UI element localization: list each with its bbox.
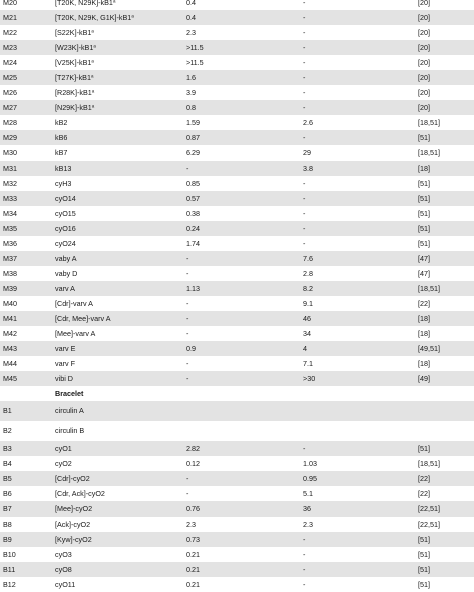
reference: [51]	[418, 238, 430, 248]
compound-id: M38	[3, 268, 17, 278]
compound-name-cell	[55, 562, 72, 577]
compound-id: M43	[3, 344, 17, 354]
value-column-1: -	[186, 489, 189, 499]
value-column-2: 8.2	[303, 283, 313, 293]
value-column-2: 2.6	[303, 118, 313, 128]
value-column-1: -	[186, 298, 189, 308]
compound-id: M32	[3, 178, 17, 188]
reference: [18,51]	[418, 283, 440, 293]
compound-id: B5	[3, 474, 12, 484]
value-column-2: -	[303, 133, 306, 143]
compound-name-cell	[55, 326, 95, 341]
table-row	[0, 55, 474, 70]
compound-name-cell	[55, 577, 75, 592]
value-column-2: 2.3	[303, 519, 313, 529]
value-column-2: 36	[303, 504, 311, 514]
compound-name: [T27K]-kB1	[55, 73, 91, 83]
compound-name-cell	[55, 115, 67, 130]
value-column-1: 0.76	[186, 504, 200, 514]
compound-name: [Cdr, Ack]-cyO2	[55, 489, 105, 499]
compound-name-cell	[55, 176, 71, 191]
compound-id: M29	[3, 133, 17, 143]
table-row	[0, 441, 474, 456]
compound-name-cell	[55, 221, 76, 236]
footnote-marker: a	[91, 103, 95, 109]
compound-name: [Mee]-varv A	[55, 329, 96, 339]
compound-name: vibi D	[55, 374, 73, 384]
table-row	[0, 401, 474, 421]
compound-name: [T20K, N29K, G1K]-kB1	[55, 13, 132, 23]
compound-id: M36	[3, 238, 17, 248]
reference: [51]	[418, 444, 430, 454]
compound-name-cell	[55, 356, 75, 371]
table-row	[0, 100, 474, 115]
reference: [20]	[418, 0, 430, 7]
table-row	[0, 70, 474, 85]
compound-id: B3	[3, 444, 12, 454]
value-column-1: 0.21	[186, 564, 200, 574]
compound-name-cell	[55, 25, 94, 40]
table-row	[0, 532, 474, 547]
value-column-2: >30	[303, 374, 316, 384]
compound-id: M21	[3, 13, 17, 23]
reference: [22]	[418, 474, 430, 484]
table-row	[0, 206, 474, 221]
table-row	[0, 0, 474, 10]
compound-id: M23	[3, 43, 17, 53]
table-row	[0, 577, 474, 592]
table-row	[0, 10, 474, 25]
compound-name: cyO3	[55, 549, 72, 559]
compound-id: M28	[3, 118, 17, 128]
value-column-1: 3.9	[186, 88, 196, 98]
compound-name: [Cdr]-varv A	[55, 298, 93, 308]
value-column-2: 7.1	[303, 359, 313, 369]
reference: [22,51]	[418, 519, 440, 529]
value-column-1: -	[186, 359, 189, 369]
compound-id: B1	[3, 406, 12, 416]
compound-name: kB13	[55, 163, 72, 173]
value-column-1: -	[186, 268, 189, 278]
compound-name: kB2	[55, 118, 68, 128]
compound-name-cell	[55, 421, 84, 441]
value-column-2: -	[303, 13, 306, 23]
value-column-1: 0.24	[186, 223, 200, 233]
value-column-2: 2.8	[303, 268, 313, 278]
compound-name-cell	[55, 486, 105, 501]
compound-name-cell	[55, 206, 76, 221]
table-row	[0, 486, 474, 501]
compound-name: [N29K]-kB1	[55, 103, 92, 113]
compound-name: [R28K]-kB1	[55, 88, 92, 98]
compound-name-cell	[55, 532, 92, 547]
footnote-marker: a	[131, 13, 134, 19]
compound-id: M30	[3, 148, 17, 158]
compound-name-cell	[55, 517, 90, 532]
value-column-1: -	[186, 253, 189, 263]
value-column-2: -	[303, 28, 306, 38]
compound-name: [V25K]-kB1	[55, 58, 92, 68]
value-column-2: -	[303, 549, 306, 559]
value-column-2: -	[303, 564, 306, 574]
compound-name: [Ack]-cyO2	[55, 519, 91, 529]
compound-name-cell	[55, 0, 115, 10]
value-column-1: 0.73	[186, 534, 200, 544]
table-row	[0, 115, 474, 130]
compound-id: M42	[3, 329, 17, 339]
compound-name: cyO15	[55, 208, 76, 218]
table-row	[0, 145, 474, 160]
compound-name-cell	[55, 161, 71, 176]
compound-name: kB6	[55, 133, 68, 143]
reference: [51]	[418, 534, 430, 544]
reference: [47]	[418, 253, 430, 263]
reference: [51]	[418, 564, 430, 574]
compound-name: [Cdr, Mee]-varv A	[55, 313, 111, 323]
reference: [51]	[418, 133, 430, 143]
compound-id: M22	[3, 28, 17, 38]
table-row	[0, 25, 474, 40]
table-row	[0, 236, 474, 251]
compound-name-cell	[55, 145, 67, 160]
compound-id: M31	[3, 163, 17, 173]
compound-name-cell	[55, 456, 72, 471]
table-row	[0, 517, 474, 532]
table-row	[0, 371, 474, 386]
reference: [22]	[418, 489, 430, 499]
compound-name-cell	[55, 251, 77, 266]
compound-name-cell	[55, 296, 93, 311]
compound-name-cell	[55, 266, 77, 281]
value-column-2: -	[303, 238, 306, 248]
value-column-1: -	[186, 474, 189, 484]
section-header-row	[0, 386, 474, 401]
value-column-2: 3.8	[303, 163, 313, 173]
reference: [18,51]	[418, 459, 440, 469]
compound-name-cell	[55, 401, 84, 421]
compound-name-cell	[55, 130, 67, 145]
value-column-2: -	[303, 444, 306, 454]
compound-id: B8	[3, 519, 12, 529]
compound-name: cyO24	[55, 238, 76, 248]
value-column-1: 0.38	[186, 208, 200, 218]
compound-name-cell	[55, 70, 93, 85]
compound-name-cell	[55, 441, 72, 456]
reference: [18]	[418, 163, 430, 173]
reference: [22,51]	[418, 504, 440, 514]
reference: [22]	[418, 298, 430, 308]
reference: [20]	[418, 58, 430, 68]
value-column-1: 0.9	[186, 344, 196, 354]
compound-name: vaby A	[55, 253, 77, 263]
compound-name: varv F	[55, 359, 75, 369]
value-column-2: 7.6	[303, 253, 313, 263]
compound-name: cyO14	[55, 193, 76, 203]
value-column-1: 0.85	[186, 178, 200, 188]
footnote-marker: a	[91, 58, 94, 64]
table-row	[0, 176, 474, 191]
table-row	[0, 266, 474, 281]
table-row	[0, 130, 474, 145]
value-column-2: -	[303, 73, 306, 83]
compound-name: varv A	[55, 283, 75, 293]
compound-id: B2	[3, 426, 12, 436]
value-column-1: 2.3	[186, 28, 196, 38]
reference: [47]	[418, 268, 430, 278]
reference: [20]	[418, 73, 430, 83]
compound-name-cell	[55, 386, 83, 401]
section-title: Bracelet	[55, 389, 84, 399]
value-column-2: 5.1	[303, 489, 313, 499]
compound-name: vaby D	[55, 268, 78, 278]
reference: [20]	[418, 88, 430, 98]
compound-id: M20	[3, 0, 17, 7]
compound-name-cell	[55, 40, 96, 55]
reference: [18]	[418, 359, 430, 369]
value-column-1: 6.29	[186, 148, 200, 158]
reference: [18]	[418, 329, 430, 339]
value-column-2: -	[303, 103, 306, 113]
table-row	[0, 456, 474, 471]
compound-name: cyO11	[55, 579, 76, 589]
compound-id: M25	[3, 73, 17, 83]
compound-name: circulin B	[55, 426, 85, 436]
compound-id: M35	[3, 223, 17, 233]
compound-name-cell	[55, 191, 76, 206]
compound-name-cell	[55, 311, 111, 326]
compound-name: cyH3	[55, 178, 72, 188]
value-column-2: -	[303, 58, 306, 68]
table-row	[0, 326, 474, 341]
value-column-2: 9.1	[303, 298, 313, 308]
reference: [51]	[418, 223, 430, 233]
compound-id: M45	[3, 374, 17, 384]
compound-name: [Kyw]-cyO2	[55, 534, 92, 544]
compound-name: cyO2	[55, 459, 72, 469]
reference: [51]	[418, 193, 430, 203]
reference: [51]	[418, 208, 430, 218]
value-column-2: -	[303, 43, 306, 53]
compound-id: M34	[3, 208, 17, 218]
footnote-marker: a	[90, 73, 94, 79]
value-column-1: -	[186, 163, 189, 173]
value-column-2: 1.03	[303, 459, 317, 469]
compound-name-cell	[55, 236, 76, 251]
compound-name-cell	[55, 371, 73, 386]
compound-name-cell	[55, 10, 134, 25]
reference: [20]	[418, 43, 430, 53]
compound-name: cyO1	[55, 444, 72, 454]
value-column-1: 0.21	[186, 579, 200, 589]
value-column-2: -	[303, 534, 306, 544]
value-column-1: -	[186, 329, 189, 339]
compound-id: M26	[3, 88, 17, 98]
footnote-marker: a	[91, 28, 94, 34]
compound-name: circulin A	[55, 406, 84, 416]
value-column-2: -	[303, 223, 306, 233]
value-column-1: 0.87	[186, 133, 200, 143]
reference: [20]	[418, 103, 430, 113]
value-column-1: 1.6	[186, 73, 196, 83]
compound-id: B10	[3, 549, 16, 559]
value-column-2: -	[303, 0, 306, 7]
reference: [51]	[418, 178, 430, 188]
reference: [20]	[418, 13, 430, 23]
reference: [49]	[418, 374, 430, 384]
compound-name-cell	[55, 547, 72, 562]
value-column-2: -	[303, 193, 306, 203]
value-column-2: -	[303, 178, 306, 188]
value-column-1: >11.5	[186, 58, 204, 68]
table-row	[0, 547, 474, 562]
reference: [51]	[418, 549, 430, 559]
reference: [20]	[418, 28, 430, 38]
compound-name: [T20K, N29K]-kB1	[55, 0, 113, 7]
value-column-2: 0.95	[303, 474, 317, 484]
value-column-2: 46	[303, 313, 311, 323]
reference: [51]	[418, 579, 430, 589]
compound-id: B12	[3, 579, 16, 589]
compound-name: [W23K]-kB1	[55, 43, 94, 53]
table-row	[0, 562, 474, 577]
compound-id: M37	[3, 253, 17, 263]
reference: [18]	[418, 313, 430, 323]
compound-name-cell	[55, 100, 94, 115]
reference: [49,51]	[418, 344, 440, 354]
value-column-1: -	[186, 374, 189, 384]
compound-name: [S22K]-kB1	[55, 28, 92, 38]
table-row	[0, 191, 474, 206]
compound-id: B4	[3, 459, 12, 469]
reference: [18,51]	[418, 118, 440, 128]
value-column-1: 0.4	[186, 0, 196, 7]
value-column-1: 2.3	[186, 519, 196, 529]
compound-id: M41	[3, 313, 17, 323]
compound-name: kB7	[55, 148, 68, 158]
reference: [18,51]	[418, 148, 440, 158]
value-column-1: 0.4	[186, 13, 196, 23]
compound-id: B6	[3, 489, 12, 499]
table-row	[0, 296, 474, 311]
compound-name: [Cdr]-cyO2	[55, 474, 90, 484]
compound-name-cell	[55, 341, 75, 356]
table-row	[0, 161, 474, 176]
table-row	[0, 341, 474, 356]
compound-name: varv E	[55, 344, 76, 354]
table-row	[0, 281, 474, 296]
compound-id: B11	[3, 564, 16, 574]
value-column-2: 4	[303, 344, 307, 354]
value-column-2: -	[303, 579, 306, 589]
value-column-1: 0.57	[186, 193, 200, 203]
footnote-marker: a	[112, 0, 116, 4]
compound-name-cell	[55, 281, 75, 296]
footnote-marker: a	[91, 88, 95, 94]
table-row	[0, 501, 474, 516]
value-column-2: 29	[303, 148, 311, 158]
table-row	[0, 40, 474, 55]
value-column-1: 2.82	[186, 444, 200, 454]
table-row	[0, 251, 474, 266]
compound-name: [Mee]-cyO2	[55, 504, 93, 514]
value-column-2: -	[303, 208, 306, 218]
compound-name-cell	[55, 85, 94, 100]
compound-id: B9	[3, 534, 12, 544]
table-row	[0, 85, 474, 100]
value-column-1: -	[186, 313, 189, 323]
compound-id: M44	[3, 359, 17, 369]
value-column-1: 1.74	[186, 238, 200, 248]
value-column-1: >11.5	[186, 43, 204, 53]
table-row	[0, 356, 474, 371]
compound-id: M39	[3, 283, 17, 293]
footnote-marker: a	[93, 43, 96, 49]
compound-name: cyO16	[55, 223, 76, 233]
table-row	[0, 421, 474, 441]
value-column-2: -	[303, 88, 306, 98]
compound-name: cyO8	[55, 564, 72, 574]
compound-name-cell	[55, 55, 94, 70]
table-row	[0, 221, 474, 236]
compound-id: M40	[3, 298, 17, 308]
value-column-1: 1.59	[186, 118, 200, 128]
compound-id: M27	[3, 103, 17, 113]
table-row	[0, 311, 474, 326]
value-column-1: 1.13	[186, 283, 200, 293]
compound-id: M33	[3, 193, 17, 203]
value-column-1: 0.12	[186, 459, 200, 469]
compound-name-cell	[55, 501, 92, 516]
value-column-1: 0.8	[186, 103, 196, 113]
value-column-2: 34	[303, 329, 311, 339]
compound-id: M24	[3, 58, 17, 68]
value-column-1: 0.21	[186, 549, 200, 559]
compound-id: B7	[3, 504, 12, 514]
